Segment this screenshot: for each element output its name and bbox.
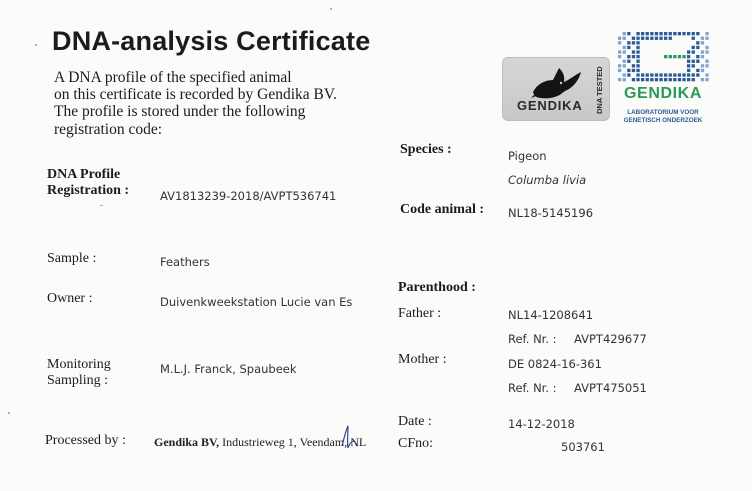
- logo-grid-cell: [618, 50, 621, 53]
- logo-grid-cell: [632, 50, 635, 53]
- logo-grid-cell: [636, 64, 639, 67]
- monitoring-label-line1: Monitoring: [47, 357, 111, 372]
- mother-ref-label: Ref. Nr. :: [508, 381, 557, 395]
- logo-grid-cell: [623, 37, 626, 40]
- logo-grid-cell: [705, 50, 708, 53]
- logo-grid-cell: [696, 55, 699, 58]
- logo-grid-cell: [632, 37, 635, 40]
- logo-grid-cell: [641, 37, 644, 40]
- logo-grid-cell: [701, 50, 704, 53]
- owner-label: Owner :: [47, 291, 93, 306]
- logo-grid-cell: [705, 46, 708, 49]
- mother-value: DE 0824-16-361: [508, 357, 602, 371]
- code-animal-label: Code animal :: [400, 202, 484, 217]
- logo-grid-cell: [627, 55, 630, 58]
- code-animal-value: NL18-5145196: [508, 206, 594, 220]
- logo-grid-cell: [705, 37, 708, 40]
- badge-brand: GENDIKA: [517, 98, 583, 113]
- species-common: Pigeon: [508, 149, 547, 163]
- logo-grid-cell: [659, 37, 662, 40]
- logo-subtitle: [614, 109, 712, 124]
- logo-grid-cell: [632, 78, 635, 81]
- logo-grid-cell: [636, 55, 639, 58]
- logo-grid-cell: [636, 46, 639, 49]
- logo-grid-cell: [650, 37, 653, 40]
- logo-grid-cell: [705, 78, 708, 81]
- gendika-g-dot-matrix-icon: [614, 30, 714, 86]
- logo-grid-cell: [664, 32, 667, 35]
- logo-grid-cell: [701, 78, 704, 81]
- logo-grid-cell: [636, 69, 639, 72]
- processed-label: Processed by :: [45, 433, 126, 448]
- logo-grid-cell: [705, 73, 708, 76]
- dna-tested-badge: [502, 57, 610, 121]
- processed-value: [154, 435, 366, 450]
- logo-grid-cell: [623, 73, 626, 76]
- logo-grid-cell: [687, 73, 690, 76]
- father-value: NL14-1208641: [508, 308, 594, 322]
- logo-grid-cell: [705, 32, 708, 35]
- logo-grid-cell: [627, 32, 630, 35]
- logo-grid-cell: [618, 78, 621, 81]
- logo-grid-cell: [646, 78, 649, 81]
- logo-grid-cell: [701, 64, 704, 67]
- logo-grid-cell: [655, 78, 658, 81]
- logo-grid-cell: [618, 55, 621, 58]
- logo-grid-cell: [627, 60, 630, 63]
- logo-grid-cell: [664, 37, 667, 40]
- logo-grid-cell: [636, 60, 639, 63]
- scan-speck: [100, 205, 103, 206]
- logo-grid-cell: [636, 37, 639, 40]
- logo-grid-cell: [687, 32, 690, 35]
- logo-grid-cell: [692, 78, 695, 81]
- logo-subtitle-line: LABORATORIUM VOOR: [627, 109, 699, 116]
- scan-speck: [330, 8, 332, 10]
- mother-ref-value: AVPT475051: [574, 381, 647, 395]
- logo-grid-cell: [659, 32, 662, 35]
- date-value: 14-12-2018: [508, 417, 575, 431]
- logo-grid-cell: [623, 50, 626, 53]
- logo-grid-cell: [618, 69, 621, 72]
- scan-speck: [35, 44, 37, 46]
- owner-value: Duivenkweekstation Lucie van Es: [160, 295, 353, 309]
- certificate-title: DNA-analysis Certificate: [52, 26, 371, 56]
- logo-grid-cell: [627, 46, 630, 49]
- logo-grid-cell: [669, 78, 672, 81]
- intro-line: A DNA profile of the specified animal: [54, 69, 292, 86]
- monitoring-value: M.L.J. Franck, Spaubeek: [160, 362, 297, 376]
- logo-grid-cell: [692, 73, 695, 76]
- signature-scribble: [338, 424, 362, 450]
- registration-label-line1: DNA Profile: [47, 167, 121, 182]
- logo-grid-cell: [655, 32, 658, 35]
- logo-grid-cell: [641, 78, 644, 81]
- logo-grid-cell: [623, 46, 626, 49]
- logo-grid-cell: [701, 55, 704, 58]
- logo-grid-cell: [618, 64, 621, 67]
- processed-address: Industrieweg 1, Veendam, NL: [222, 435, 367, 449]
- logo-grid-cell: [664, 73, 667, 76]
- logo-grid-cell: [646, 37, 649, 40]
- logo-grid-cell: [692, 50, 695, 53]
- logo-grid-cell: [673, 73, 676, 76]
- logo-grid-cell: [650, 73, 653, 76]
- logo-subtitle-line: GENETISCH ONDERZOEK: [623, 116, 703, 124]
- date-label: Date :: [398, 414, 432, 429]
- logo-grid-cell: [627, 41, 630, 44]
- logo-grid-cell: [669, 32, 672, 35]
- logo-grid-cell: [701, 69, 704, 72]
- logo-grid-cell: [696, 73, 699, 76]
- logo-grid-cell: [687, 78, 690, 81]
- logo-grid-cell: [646, 73, 649, 76]
- badge-side-text: DNA TESTED: [595, 66, 604, 114]
- logo-grid-cell: [636, 73, 639, 76]
- sample-label: Sample :: [47, 251, 97, 266]
- intro-paragraph: [54, 69, 354, 138]
- logo-grid-cell: [659, 78, 662, 81]
- logo-grid-cell: [650, 32, 653, 35]
- logo-grid-cell: [627, 69, 630, 72]
- intro-line: registration code:: [54, 120, 163, 138]
- registration-label-line2: Registration :: [47, 183, 130, 198]
- logo-grid-cell: [682, 78, 685, 81]
- intro-line: on this certificate is recorded by Gendika BV.: [54, 86, 337, 104]
- logo-grid-cell: [705, 64, 708, 67]
- logo-grid-cell: [696, 41, 699, 44]
- logo-grid-cell: [641, 32, 644, 35]
- logo-grid-cell: [682, 32, 685, 35]
- logo-grid-cell: [701, 41, 704, 44]
- cfno-label: CFno:: [398, 436, 434, 451]
- logo-grid-cell: [655, 37, 658, 40]
- intro-line: The profile is stored under the following: [54, 103, 306, 121]
- logo-grid-cell: [678, 32, 681, 35]
- logo-grid-cell: [636, 41, 639, 44]
- logo-grid-cell: [692, 32, 695, 35]
- logo-grid-cell: [623, 32, 626, 35]
- species-latin: Columba livia: [508, 173, 587, 187]
- father-label: Father :: [398, 306, 442, 321]
- logo-grid-cell: [678, 55, 681, 58]
- logo-grid-cell: [623, 78, 626, 81]
- logo-grid-cell: [664, 78, 667, 81]
- logo-grid-cell: [646, 32, 649, 35]
- logo-grid-cell: [659, 73, 662, 76]
- logo-grid-cell: [641, 73, 644, 76]
- logo-grid-cell: [618, 37, 621, 40]
- cfno-value: 503761: [561, 440, 605, 454]
- pigeon-silhouette-icon: [503, 58, 609, 120]
- logo-grid-cell: [682, 55, 685, 58]
- logo-grid-cell: [655, 73, 658, 76]
- logo-grid-cell: [650, 78, 653, 81]
- logo-grid-cell: [696, 60, 699, 63]
- logo-name: GENDIKA: [624, 85, 702, 102]
- logo-grid-cell: [692, 37, 695, 40]
- registration-value: AV1813239-2018/AVPT536741: [160, 189, 337, 203]
- logo-grid-cell: [632, 41, 635, 44]
- processed-company: Gendika BV,: [154, 435, 220, 449]
- logo-grid-cell: [632, 64, 635, 67]
- logo-grid-cell: [692, 64, 695, 67]
- father-ref-value: AVPT429677: [574, 332, 647, 346]
- logo-grid-cell: [623, 60, 626, 63]
- logo-grid-cell: [701, 37, 704, 40]
- logo-grid-cell: [673, 78, 676, 81]
- mother-label: Mother :: [398, 352, 447, 367]
- logo-grid-cell: [696, 32, 699, 35]
- logo-grid-cell: [632, 55, 635, 58]
- parenthood-label: Parenthood :: [398, 280, 476, 295]
- sample-value: Feathers: [160, 255, 210, 269]
- logo-grid-cell: [678, 73, 681, 76]
- logo-grid-cell: [669, 55, 672, 58]
- monitoring-label-line2: Sampling :: [47, 373, 109, 388]
- logo-grid-cell: [678, 78, 681, 81]
- logo-grid-cell: [687, 64, 690, 67]
- logo-grid-cell: [687, 60, 690, 63]
- logo-grid-cell: [673, 55, 676, 58]
- logo-grid-cell: [687, 69, 690, 72]
- logo-grid-cell: [692, 60, 695, 63]
- logo-grid-cell: [623, 64, 626, 67]
- logo-grid-cell: [687, 50, 690, 53]
- species-label: Species :: [400, 142, 452, 157]
- logo-grid-cell: [636, 78, 639, 81]
- logo-grid-cell: [682, 73, 685, 76]
- logo-grid-cell: [618, 41, 621, 44]
- logo-grid-cell: [687, 55, 690, 58]
- logo-grid-cell: [636, 32, 639, 35]
- logo-grid-cell: [636, 50, 639, 53]
- logo-grid-cell: [696, 69, 699, 72]
- logo-grid-cell: [664, 55, 667, 58]
- logo-grid-cell: [669, 73, 672, 76]
- logo-grid-cell: [673, 32, 676, 35]
- logo-grid-cell: [692, 46, 695, 49]
- logo-grid-cell: [669, 37, 672, 40]
- logo-grid-cell: [632, 69, 635, 72]
- logo-grid-cell: [705, 60, 708, 63]
- scan-speck: [8, 412, 10, 414]
- logo-grid-cell: [627, 73, 630, 76]
- father-ref-label: Ref. Nr. :: [508, 332, 557, 346]
- logo-grid-cell: [696, 46, 699, 49]
